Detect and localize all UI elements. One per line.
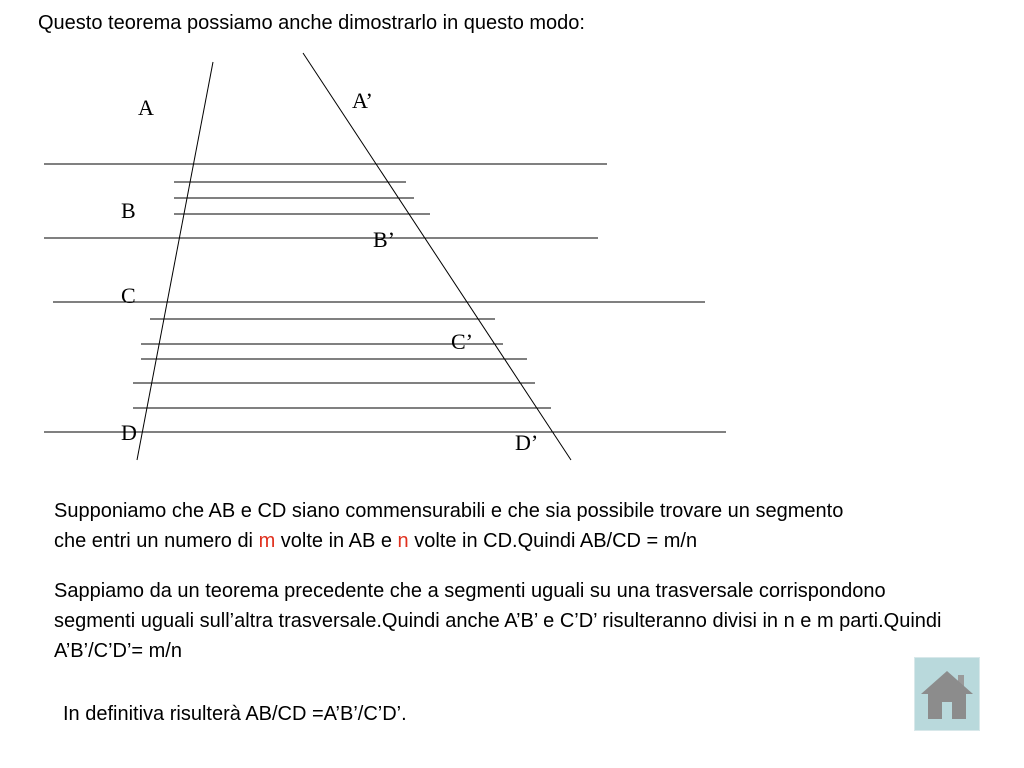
paragraph-theorem: Sappiamo da un teorema precedente che a segmenti uguali su una trasversale corrispondono segmenti uguali sull’altra trasversale.Quindi anche A’B’ e C’D’ risulteranno divisi in n e m parti.Quindi A’B’/C’D’= m/n xyxy=(54,580,942,662)
label-D-prime: D’ xyxy=(515,430,539,455)
variable-n: n xyxy=(397,530,409,552)
paragraph-conclusion: In definitiva risulterà AB/CD =A’B’/C’D’. xyxy=(63,703,407,725)
paragraph-commensurable xyxy=(54,496,844,556)
label-A: A xyxy=(138,95,154,120)
para1-part1: Supponiamo che AB e CD siano commensurabili e che sia possibile trovare un segmento che entri un numero di xyxy=(54,500,844,552)
para1-part2: volte in AB e xyxy=(275,530,398,552)
para1-part3: volte in CD.Quindi AB/CD = m/n xyxy=(408,530,698,552)
label-D: D xyxy=(121,420,137,445)
label-A-prime: A’ xyxy=(352,88,373,113)
transversal-right xyxy=(303,53,571,460)
transversal-left xyxy=(137,62,213,460)
home-button[interactable] xyxy=(914,657,980,731)
home-icon xyxy=(915,658,979,730)
label-B-prime: B’ xyxy=(373,227,395,252)
label-B: B xyxy=(121,198,136,223)
label-C-prime: C’ xyxy=(451,329,473,354)
variable-m: m xyxy=(258,530,276,552)
slide-title: Questo teorema possiamo anche dimostrarlo in questo modo: xyxy=(38,12,585,34)
label-C: C xyxy=(121,283,136,308)
